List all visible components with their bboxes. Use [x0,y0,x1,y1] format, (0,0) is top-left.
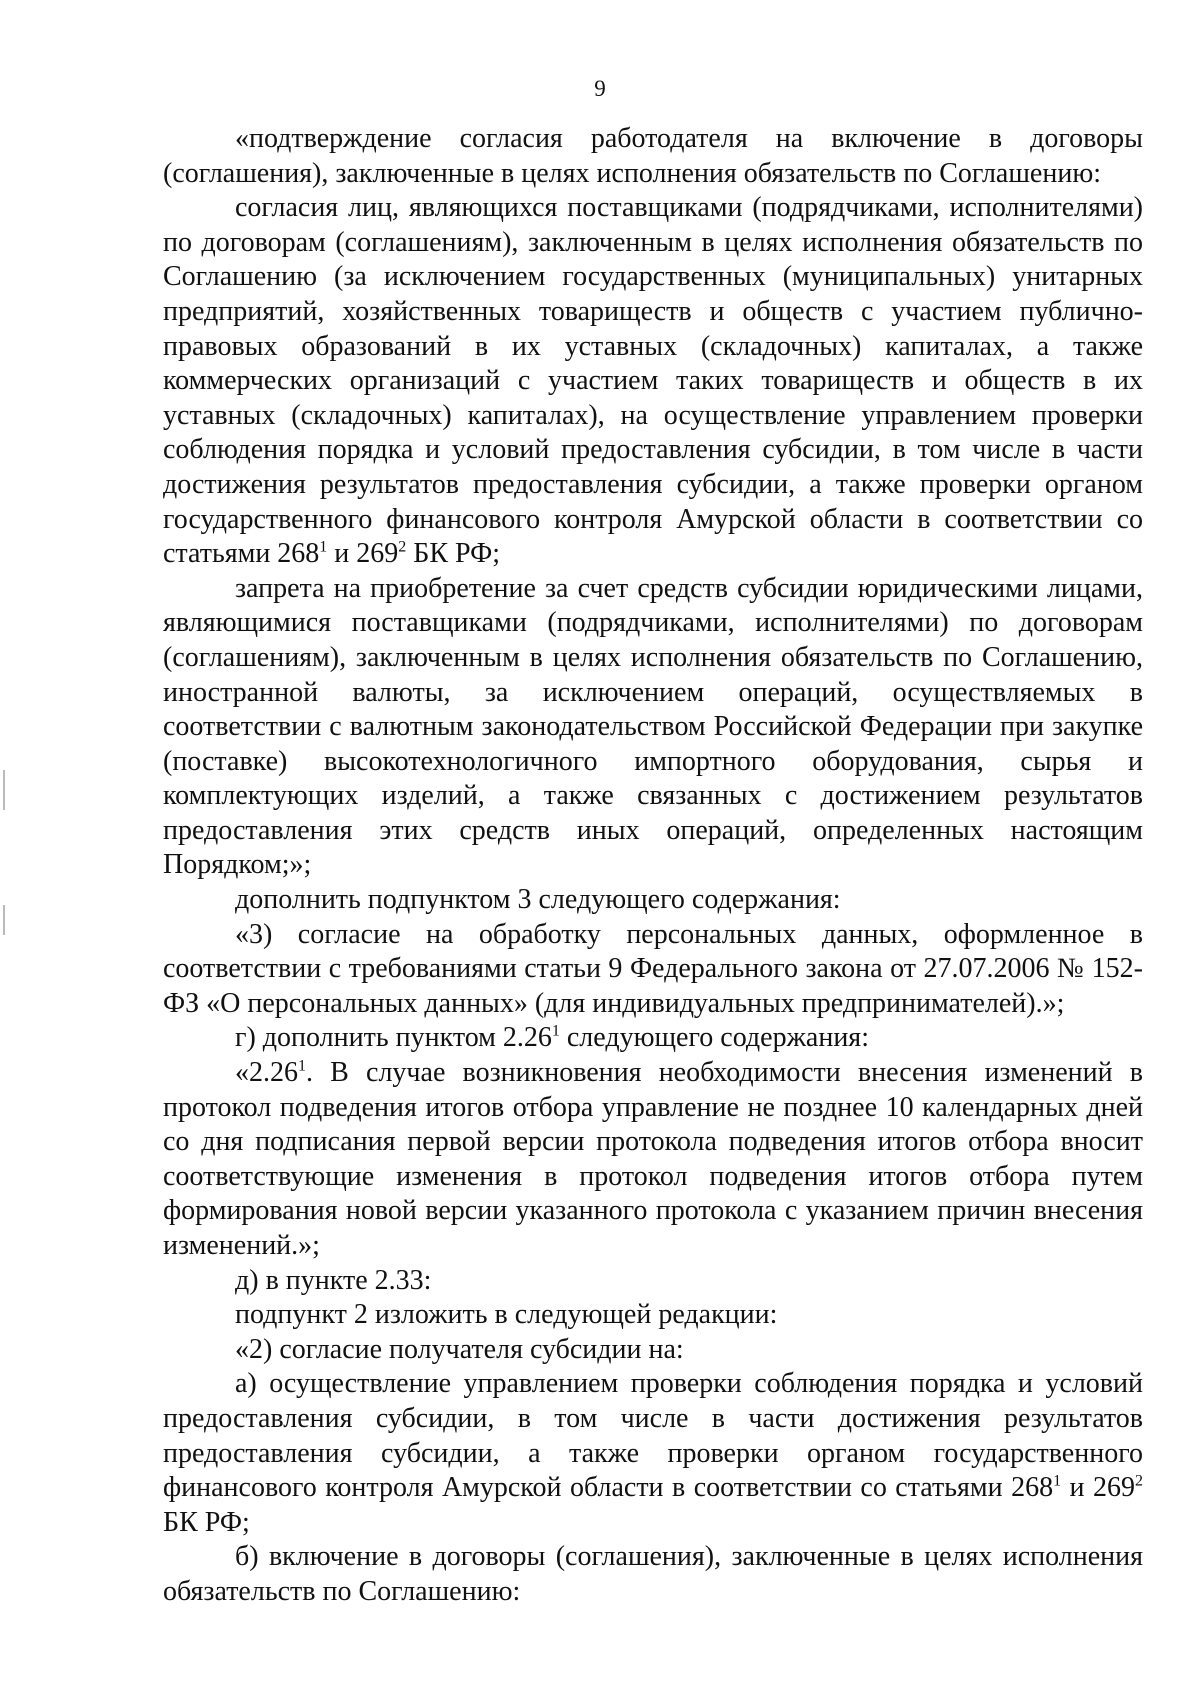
scan-edge-mark [3,770,5,810]
text-run: БК РФ; [163,1506,250,1538]
paragraph-p7 [163,1056,1143,1264]
text-run: д) в пункте 2.33: [235,1264,432,1296]
paragraph-p11 [163,1367,1143,1540]
text-run: запрета на приобретение за счет средств субсидии юридическими лицами, являющимися поставщиками (подрядчиками, исполнителями) по договорам (соглашениям), заключенным в целях исполнения обязательств по Соглашению, иностранной валюты, за исключением операций, осуществляемых в соответствии с валютным законодательством Российской Федерации при закупке (поставке) высокотехнологичного импортного оборудования, сырья и комплектующих изделий, а также связанных с достижением результатов предоставления этих средств иных операций, определенных настоящим Порядком;»; [163,572,1143,881]
text-run: следующего содержания: [559,1022,869,1054]
superscript: 1 [551,1023,560,1041]
text-run: «3) согласие на обработку персональных данных, оформленное в соответствии с требованиями статьи 9 Федерального закона от 27.07.2006 № 152-ФЗ «О персональных данных» (для индивидуальных предпринимателей).»; [163,918,1143,1019]
text-run: г) дополнить пунктом 2.26 [235,1022,552,1054]
paragraph-p6 [163,1021,1143,1056]
page-number: 9 [594,76,606,101]
text-run: и 269 [1061,1472,1136,1504]
superscript: 1 [1053,1472,1062,1490]
text-run: «подтверждение согласия работодателя на включение в договоры (соглашения), заключенные в целях исполнения обязательств по Соглашению: [163,123,1143,189]
superscript: 2 [1135,1472,1144,1490]
paragraph-p4 [163,883,1143,918]
scan-edge-mark [3,905,5,935]
text-run: «2.26 [235,1057,298,1089]
text-run: дополнить подпунктом 3 следующего содержания: [235,884,841,916]
text-run: «2) согласие получателя субсидии на: [235,1333,684,1365]
paragraph-p3 [163,572,1143,883]
text-run: БК РФ; [406,538,501,570]
paragraph-p9 [163,1298,1143,1333]
text-run: согласия лиц, являющихся поставщиками (подрядчиками, исполнителями) по договорам (соглашениям), заключенным в целях исполнения обязательств по Соглашению (за исключением государственных (муниципальных) унитарных предприятий, хозяйственных товариществ и обществ с участием публично-правовых образований в их уставных (складочных) капиталах, а также коммерческих организаций с участием таких товариществ и обществ в их уставных (складочных) капиталах), на осуществление управлением проверки соблюдения порядка и условий предоставления субсидии, в том числе в части достижения результатов предоставления субсидии, а также проверки органом государственного финансового контроля Амурской области в соответствии со статьями 268 [163,192,1143,570]
paragraph-p2 [163,191,1143,572]
paragraph-p10 [163,1333,1143,1368]
text-run: б) включение в договоры (соглашения), заключенные в целях исполнения обязательств по Соглашению: [163,1541,1143,1607]
text-run: и 269 [327,538,399,570]
paragraph-p12 [163,1540,1143,1609]
text-run: подпункт 2 изложить в следующей редакции: [235,1299,778,1331]
superscript: 2 [398,538,407,556]
superscript: 1 [319,538,328,556]
paragraph-p1 [163,122,1143,191]
superscript: 1 [298,1057,306,1075]
paragraph-p5 [163,918,1143,1022]
text-run: а) осуществление управлением проверки соблюдения порядка и условий предоставления субсидии, в том числе в части достижения результатов предоставления субсидии, а также проверки органом государственного финансового контроля Амурской области в соответствии со статьями 268 [163,1368,1143,1504]
document-body [163,122,1143,1610]
text-run: . В случае возникновения необходимости внесения изменений в протокол подведения итогов отбора управление не позднее 10 календарных дней со дня подписания первой версии протокола подведения итогов отбора вносит соответствующие изменения в протокол подведения итогов отбора путем формирования новой версии указанного протокола с указанием причин внесения изменений.»; [163,1057,1143,1261]
paragraph-p8 [163,1264,1143,1299]
